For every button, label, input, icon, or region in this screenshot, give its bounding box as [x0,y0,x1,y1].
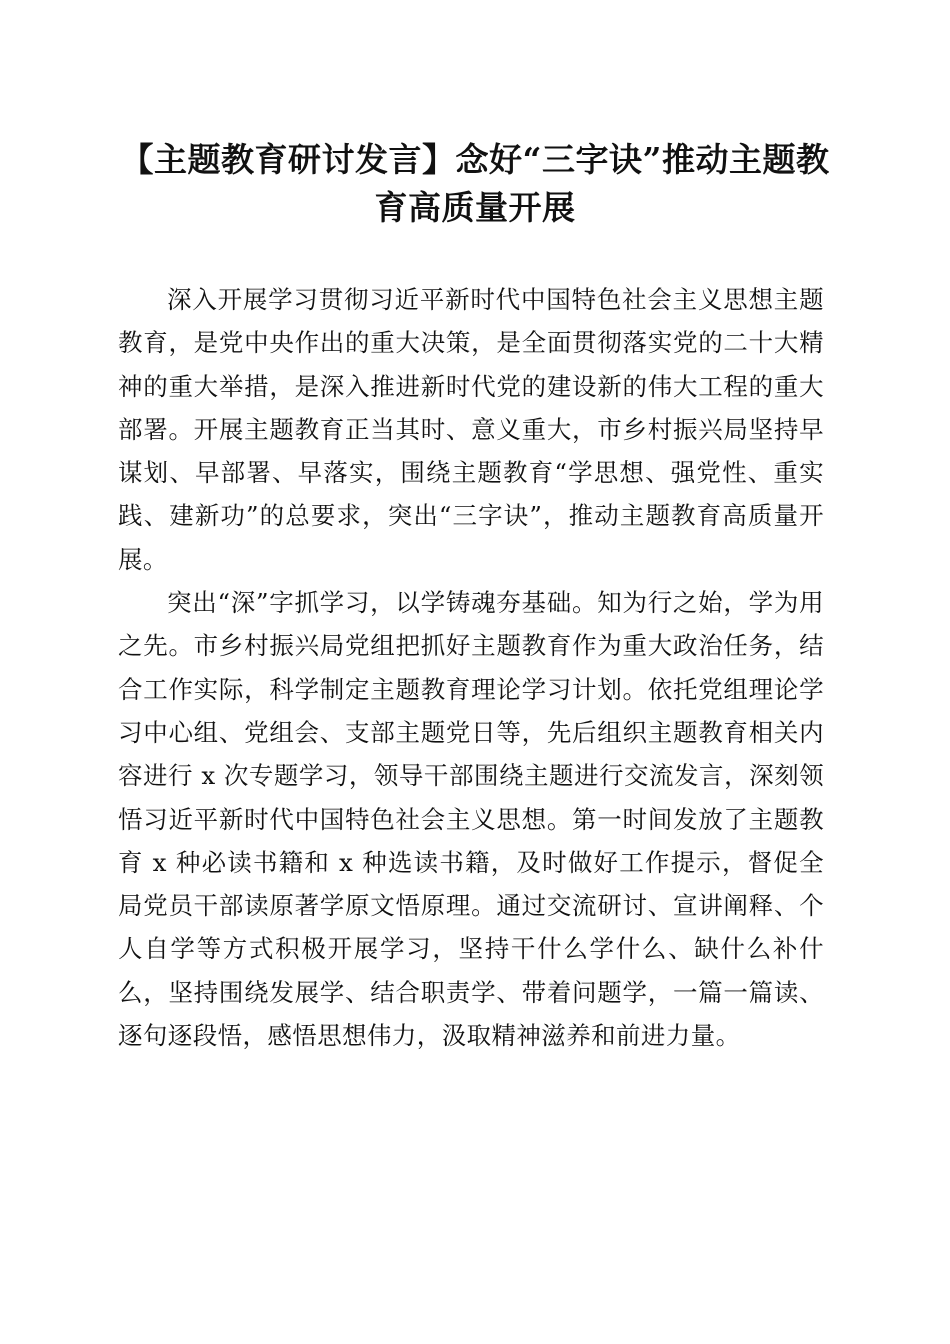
document-body [118,278,824,1057]
paragraph-intro: 深入开展学习贯彻习近平新时代中国特色社会主义思想主题教育，是党中央作出的重大决策，是全面贯彻落实党的二十大精神的重大举措，是深入推进新时代党的建设新的伟大工程的重大部署。开展主题教育正当其时、意义重大，市乡村振兴局坚持早谋划、早部署、早落实，围绕主题教育“学思想、强党性、重实践、建新功”的总要求，突出“三字诀”，推动主题教育高质量开展。 [118,285,824,574]
paragraph-study: 突出“深”字抓学习，以学铸魂夯基础。知为行之始，学为用之先。市乡村振兴局党组把抓好主题教育作为重大政治任务，结合工作实际，科学制定主题教育理论学习计划。依托党组理论学习中心组、党组会、支部主题党日等，先后组织主题教育相关内容进行 x 次专题学习，领导干部围绕主题进行交流发言，深刻领悟习近平新时代中国特色社会主义思想。第一时间发放了主题教育 x 种必读书籍和 x 种选读书籍，及时做好工作提示，督促全局党员干部读原著学原文悟原理。通过交流研讨、宣讲阐释、个人自学等方式积极开展学习，坚持干什么学什么、缺什么补什么，坚持围绕发展学、结合职责学、带着问题学，一篇一篇读、逐句逐段悟，感悟思想伟力，汲取精神滋养和前进力量。 [118,588,824,1051]
document-title: 【主题教育研讨发言】念好“三字诀”推动主题教育高质量开展 [120,140,830,227]
